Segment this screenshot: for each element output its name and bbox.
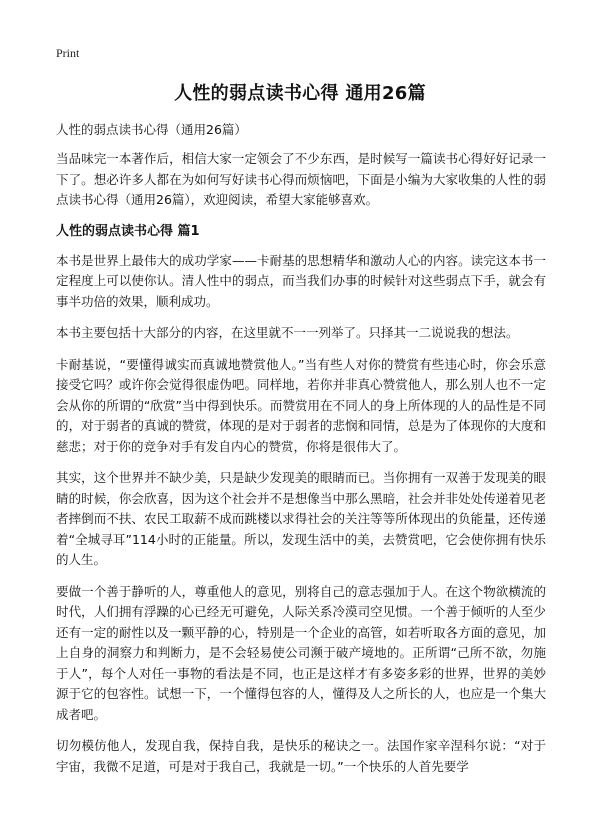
- body-paragraph: 卡耐基说，“要懂得诚实而真诚地赞赏他人。”当有些人对你的赞赏有些违心时，你会乐意接受它吗？或许你会觉得很虚伪吧。同样地，若你并非真心赞赏他人，那么别人也不一定会从你的所谓的“欣赏”当中得到快乐。而赞赏用在不同人的身上所体现的人的品性是不同的，对于弱者的真诚的赞赏，体现的是对于弱者的悲悯和同情，总是为了体现你的大度和慈悲；对于你的竞争对手有发自内心的赞赏，你将是很伟大了。: [56, 356, 546, 454]
- body-paragraph: 其实，这个世界并不缺少美，只是缺少发现美的眼睛而已。当你拥有一双善于发现美的眼睛的时候，你会欣喜，因为这个社会并不是想像当中那么黑暗，社会并非处处传递着见老者摔倒而不扶、农民工取薪不成而跳楼以求得社会的关注等等所体现出的负能量，还传递着“全城寻耳”114小时的正能量。所以，发现生活中的美，去赞赏吧，它会使你拥有快乐的人生。: [56, 470, 546, 567]
- intro-paragraph: 当品味完一本著作后，相信大家一定领会了不少东西，是时候写一篇读书心得好好记录一下了。想必许多人都在为如何写好读书心得而烦恼吧，下面是小编为大家收集的人性的弱点读书心得（通用26篇），欢迎阅读，希望大家能够喜欢。: [56, 151, 546, 207]
- body-paragraph: 要做一个善于静听的人，尊重他人的意见，别将自己的意志强加于人。在这个物欲横流的时代，人们拥有浮躁的心已经无可避免，人际关系冷漠司空见惯。一个善于倾听的人至少还有一定的耐性以及一颗平静的心，特别是一个企业的高管，如若听取各方面的意见，加上自身的洞察力和判断力，是不会轻易使公司濒于破产境地的。正所谓“己所不欲，勿施于人”，每个人对任一事物的看法是不同，也正是这样才有多姿多彩的世界，世界的美妙源于它的包容性。试想一下，一个懂得包容的人，懂得及人之所长的人，也应是一个集大成者吧。: [56, 583, 546, 722]
- body-paragraph: 本书主要包括十大部分的内容，在这里就不一一列举了。只择其一二说说我的想法。: [56, 325, 519, 340]
- article-subtitle: 人性的弱点读书心得（通用26篇）: [56, 122, 247, 137]
- body-paragraph: 切勿模仿他人，发现自我，保持自我，是快乐的秘诀之一。法国作家辛涅科尔说：“对于宇宙，我微不足道，可是对于我自己，我就是一切。”一个快乐的人首先要学: [56, 738, 546, 774]
- page-title: 人性的弱点读书心得 通用26篇: [174, 83, 426, 104]
- section-heading: 人性的弱点读书心得 篇1: [56, 223, 200, 239]
- print-link[interactable]: Print: [56, 46, 80, 60]
- body-paragraph: 本书是世界上最伟大的成功学家——卡耐基的思想精华和激动人心的内容。读完这本书一定程度上可以使你认。清人性中的弱点，而当我们办事的时候针对这些弱点下手，就会有事半功倍的效果，顺利成功。: [56, 252, 546, 309]
- article-body: [56, 120, 546, 788]
